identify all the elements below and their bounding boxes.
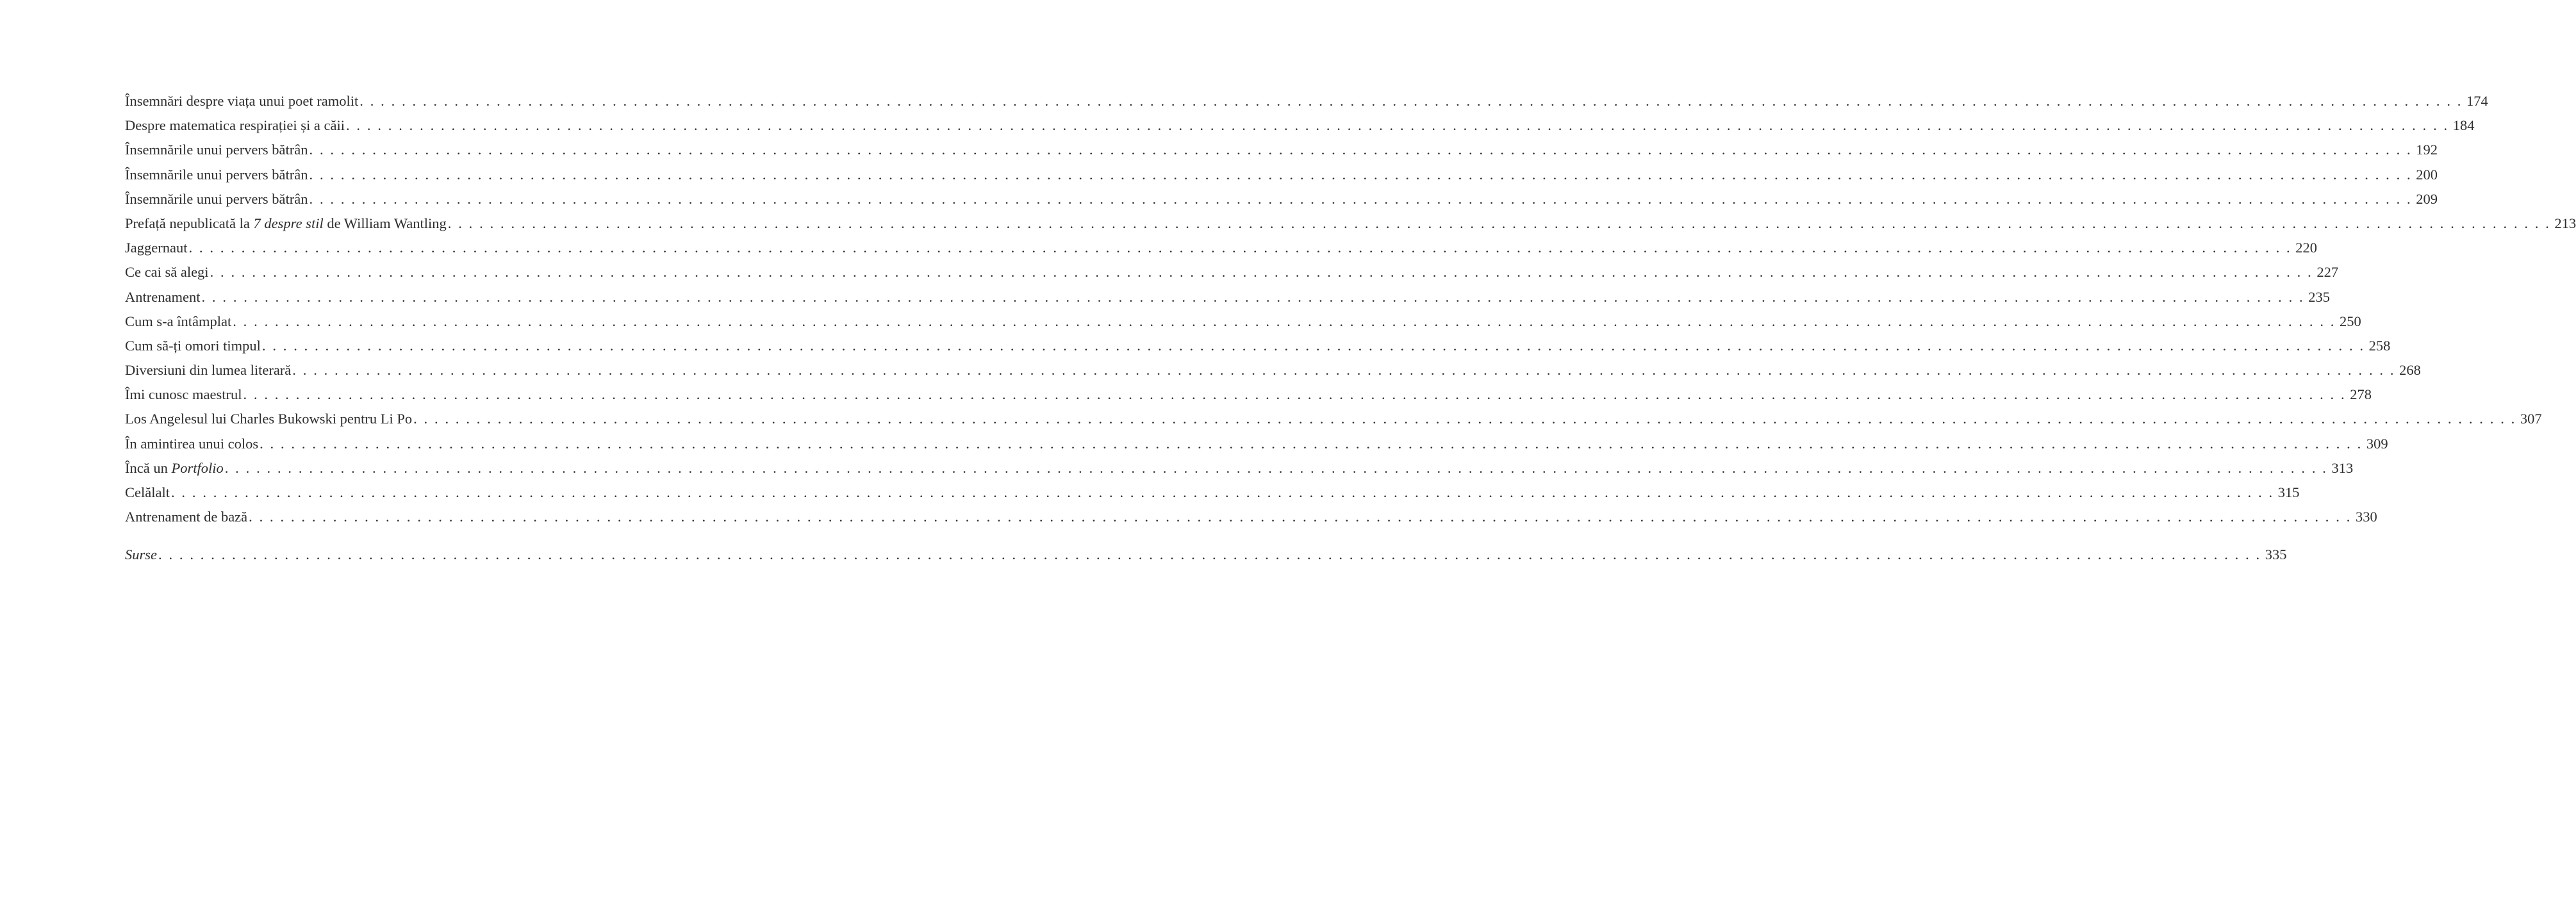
toc-entry-title [125,358,291,382]
toc-entry-title [125,334,261,358]
toc-entry-title-pre: Los Angelesul lui Charles Bukowski pentru Li Po [125,411,413,427]
dot-leader: . . . . . . . . . . . . . . . . . . . . . . . . . . . . . . . . . . . . . . . . . . . . . . . . . . . . . . . . . . . . . . . . . . . . . . . . . . . . . . . . . . . . . . . . . . . . . . . . . . . . . . . . . . . . . . . . . . . . . . . . . . . . . . . . . . . . . . . . . . . . . . . . . . . . . . . . . . . . . . . . . . . . . . . . . . . . . . . . . . . . . . . . . . . . . . . . . . . . . . . . [447,215,2551,231]
table-of-contents [125,89,2576,568]
toc-entry-page-number: 200 [2416,166,2438,183]
dot-leader: . . . . . . . . . . . . . . . . . . . . . . . . . . . . . . . . . . . . . . . . . . . . . . . . . . . . . . . . . . . . . . . . . . . . . . . . . . . . . . . . . . . . . . . . . . . . . . . . . . . . . . . . . . . . . . . . . . . . . . . . . . . . . . . . . . . . . . . . . . . . . . . . . . . . . . . . . . . . . . . . . . . . . . . . . . . . . . . . . . . . . . . . . . . . . . . . . . . . . . . . [224,459,2328,476]
toc-entry-title [125,163,308,187]
toc-entry-title [125,113,345,138]
dot-leader: . . . . . . . . . . . . . . . . . . . . . . . . . . . . . . . . . . . . . . . . . . . . . . . . . . . . . . . . . . . . . . . . . . . . . . . . . . . . . . . . . . . . . . . . . . . . . . . . . . . . . . . . . . . . . . . . . . . . . . . . . . . . . . . . . . . . . . . . . . . . . . . . . . . . . . . . . . . . . . . . . . . . . . . . . . . . . . . . . . . . . . . . . . . . . . . . . . . . . . . . [233,313,2336,329]
toc-entry [125,382,2372,407]
dot-leader: . . . . . . . . . . . . . . . . . . . . . . . . . . . . . . . . . . . . . . . . . . . . . . . . . . . . . . . . . . . . . . . . . . . . . . . . . . . . . . . . . . . . . . . . . . . . . . . . . . . . . . . . . . . . . . . . . . . . . . . . . . . . . . . . . . . . . . . . . . . . . . . . . . . . . . . . . . . . . . . . . . . . . . . . . . . . . . . . . . . . . . . . . . . . . . . . . . . . . . . . [261,337,2365,354]
dot-leader: . . . . . . . . . . . . . . . . . . . . . . . . . . . . . . . . . . . . . . . . . . . . . . . . . . . . . . . . . . . . . . . . . . . . . . . . . . . . . . . . . . . . . . . . . . . . . . . . . . . . . . . . . . . . . . . . . . . . . . . . . . . . . . . . . . . . . . . . . . . . . . . . . . . . . . . . . . . . . . . . . . . . . . . . . . . . . . . . . . . . . . . . . . . . . . . . . . . . . . . . [249,509,2352,525]
toc-entry-title-pre: Prefață nepublicată la [125,215,254,231]
dot-leader: . . . . . . . . . . . . . . . . . . . . . . . . . . . . . . . . . . . . . . . . . . . . . . . . . . . . . . . . . . . . . . . . . . . . . . . . . . . . . . . . . . . . . . . . . . . . . . . . . . . . . . . . . . . . . . . . . . . . . . . . . . . . . . . . . . . . . . . . . . . . . . . . . . . . . . . . . . . . . . . . . . . . . . . . . . . . . . . . . . . . . . . . . . . . . . . . . . . . . . . . [201,288,2305,305]
toc-entry-title [125,260,209,284]
toc-entry [125,407,2542,431]
toc-entry-title [125,480,170,505]
toc-entry-title [125,505,247,529]
toc-entry [125,187,2438,211]
toc-entry [125,138,2438,162]
dot-leader: . . . . . . . . . . . . . . . . . . . . . . . . . . . . . . . . . . . . . . . . . . . . . . . . . . . . . . . . . . . . . . . . . . . . . . . . . . . . . . . . . . . . . . . . . . . . . . . . . . . . . . . . . . . . . . . . . . . . . . . . . . . . . . . . . . . . . . . . . . . . . . . . . . . . . . . . . . . . . . . . . . . . . . . . . . . . . . . . . . . . . . . . . . . . . . . . . . . . . . . . [309,142,2413,158]
toc-entry-title-pre: Cum s-a întâmplat [125,313,232,329]
toc-entry [125,163,2438,187]
toc-entry-title [125,89,358,113]
toc-entry-title [125,236,187,260]
toc-entry [125,236,2317,260]
dot-leader: . . . . . . . . . . . . . . . . . . . . . . . . . . . . . . . . . . . . . . . . . . . . . . . . . . . . . . . . . . . . . . . . . . . . . . . . . . . . . . . . . . . . . . . . . . . . . . . . . . . . . . . . . . . . . . . . . . . . . . . . . . . . . . . . . . . . . . . . . . . . . . . . . . . . . . . . . . . . . . . . . . . . . . . . . . . . . . . . . . . . . . . . . . . . . . . . . . . . . . . . [170,484,2274,500]
toc-entry-page-number: 309 [2366,435,2388,452]
toc-entry [125,456,2354,480]
toc-entry [125,260,2339,284]
dot-leader: . . . . . . . . . . . . . . . . . . . . . . . . . . . . . . . . . . . . . . . . . . . . . . . . . . . . . . . . . . . . . . . . . . . . . . . . . . . . . . . . . . . . . . . . . . . . . . . . . . . . . . . . . . . . . . . . . . . . . . . . . . . . . . . . . . . . . . . . . . . . . . . . . . . . . . . . . . . . . . . . . . . . . . . . . . . . . . . . . . . . . . . . . . . . . . . . . . . . . . . . [413,411,2516,427]
toc-entry-page-number: 330 [2355,509,2377,525]
toc-entry-title-pre: Celălalt [125,484,170,500]
toc-entry-title [125,211,447,236]
dot-leader: . . . . . . . . . . . . . . . . . . . . . . . . . . . . . . . . . . . . . . . . . . . . . . . . . . . . . . . . . . . . . . . . . . . . . . . . . . . . . . . . . . . . . . . . . . . . . . . . . . . . . . . . . . . . . . . . . . . . . . . . . . . . . . . . . . . . . . . . . . . . . . . . . . . . . . . . . . . . . . . . . . . . . . . . . . . . . . . . . . . . . . . . . . . . . . . . . . . . . . . . [309,190,2413,207]
toc-entry-title [125,138,308,162]
dot-leader: . . . . . . . . . . . . . . . . . . . . . . . . . . . . . . . . . . . . . . . . . . . . . . . . . . . . . . . . . . . . . . . . . . . . . . . . . . . . . . . . . . . . . . . . . . . . . . . . . . . . . . . . . . . . . . . . . . . . . . . . . . . . . . . . . . . . . . . . . . . . . . . . . . . . . . . . . . . . . . . . . . . . . . . . . . . . . . . . . . . . . . . . . . . . . . . . . . . . . . . . [345,117,2449,134]
toc-entry-page-number: 184 [2452,117,2475,134]
toc-entry-title-pre: Antrenament de bază [125,509,248,525]
toc-entry-page-number: 268 [2399,362,2421,379]
toc-entry [125,113,2475,138]
toc-entry-page-number: 258 [2368,337,2391,354]
toc-entry-title [125,309,231,334]
toc-entry [125,309,2361,334]
toc-entry-page-number: 307 [2520,411,2542,427]
dot-leader: . . . . . . . . . . . . . . . . . . . . . . . . . . . . . . . . . . . . . . . . . . . . . . . . . . . . . . . . . . . . . . . . . . . . . . . . . . . . . . . . . . . . . . . . . . . . . . . . . . . . . . . . . . . . . . . . . . . . . . . . . . . . . . . . . . . . . . . . . . . . . . . . . . . . . . . . . . . . . . . . . . . . . . . . . . . . . . . . . . . . . . . . . . . . . . . . . . . . . . . . [158,546,2261,563]
toc-entry-page-number: 235 [2308,288,2330,305]
toc-entry [125,334,2391,358]
toc-entry-title-pre: Însemnări despre viața unui poet ramolit [125,93,359,109]
toc-entry-title-pre: Jaggernaut [125,240,188,256]
toc-entry [125,89,2488,113]
toc-entry-page-number: 227 [2316,264,2339,281]
toc-entry-title [125,187,308,211]
toc-entry-title-pre: În amintirea unui colos [125,435,259,452]
dot-leader: . . . . . . . . . . . . . . . . . . . . . . . . . . . . . . . . . . . . . . . . . . . . . . . . . . . . . . . . . . . . . . . . . . . . . . . . . . . . . . . . . . . . . . . . . . . . . . . . . . . . . . . . . . . . . . . . . . . . . . . . . . . . . . . . . . . . . . . . . . . . . . . . . . . . . . . . . . . . . . . . . . . . . . . . . . . . . . . . . . . . . . . . . . . . . . . . . . . . . . . . [359,93,2463,109]
toc-entry-page-number: 174 [2466,93,2488,109]
toc-entry-title-italic: 7 despre stil [253,215,324,231]
toc-entry-title-pre: Cum să-ți omori timpul [125,337,261,354]
toc-entry [125,358,2421,382]
toc-entry-page-number: 220 [2295,240,2317,256]
toc-entry-title [125,285,200,309]
toc-entry [125,480,2300,505]
dot-leader: . . . . . . . . . . . . . . . . . . . . . . . . . . . . . . . . . . . . . . . . . . . . . . . . . . . . . . . . . . . . . . . . . . . . . . . . . . . . . . . . . . . . . . . . . . . . . . . . . . . . . . . . . . . . . . . . . . . . . . . . . . . . . . . . . . . . . . . . . . . . . . . . . . . . . . . . . . . . . . . . . . . . . . . . . . . . . . . . . . . . . . . . . . . . . . . . . . . . . . . . [210,264,2313,281]
toc-entry [125,505,2377,529]
toc-entry [125,432,2388,456]
toc-entry-title-pre: Despre matematica respirației și a căii [125,117,345,134]
toc-entry-page-number: 335 [2265,546,2287,563]
toc-entry-title [125,543,157,567]
toc-entry-title-italic: Portfolio [171,459,224,476]
toc-entry-title-pre: Ce cai să alegi [125,264,209,281]
dot-leader: . . . . . . . . . . . . . . . . . . . . . . . . . . . . . . . . . . . . . . . . . . . . . . . . . . . . . . . . . . . . . . . . . . . . . . . . . . . . . . . . . . . . . . . . . . . . . . . . . . . . . . . . . . . . . . . . . . . . . . . . . . . . . . . . . . . . . . . . . . . . . . . . . . . . . . . . . . . . . . . . . . . . . . . . . . . . . . . . . . . . . . . . . . . . . . . . . . . . . . . . [292,362,2396,379]
toc-entry-page-number: 278 [2350,386,2372,403]
toc-entry-title-pre: Însemnările unui pervers bătrân [125,190,308,207]
toc-entry-page-number: 313 [2331,459,2354,476]
toc-entry-title-pre: Îmi cunosc maestrul [125,386,242,403]
toc-entry-title [125,456,224,480]
toc-entry-page-number: 209 [2416,190,2438,207]
toc-entry-title-pre: Antrenament [125,288,201,305]
toc-entry [125,285,2330,309]
toc-entry-title-pre: Încă un [125,459,172,476]
toc-entry [125,543,2287,567]
toc-entry-title [125,407,412,431]
toc-entry-title-pre: Diversiuni din lumea literară [125,362,292,379]
toc-entry-title [125,382,242,407]
toc-entry-page-number: 192 [2416,142,2438,158]
toc-entry-title-pre: Însemnările unui pervers bătrân [125,142,308,158]
dot-leader: . . . . . . . . . . . . . . . . . . . . . . . . . . . . . . . . . . . . . . . . . . . . . . . . . . . . . . . . . . . . . . . . . . . . . . . . . . . . . . . . . . . . . . . . . . . . . . . . . . . . . . . . . . . . . . . . . . . . . . . . . . . . . . . . . . . . . . . . . . . . . . . . . . . . . . . . . . . . . . . . . . . . . . . . . . . . . . . . . . . . . . . . . . . . . . . . . . . . . . . . [188,240,2292,256]
toc-entry [125,211,2576,236]
dot-leader: . . . . . . . . . . . . . . . . . . . . . . . . . . . . . . . . . . . . . . . . . . . . . . . . . . . . . . . . . . . . . . . . . . . . . . . . . . . . . . . . . . . . . . . . . . . . . . . . . . . . . . . . . . . . . . . . . . . . . . . . . . . . . . . . . . . . . . . . . . . . . . . . . . . . . . . . . . . . . . . . . . . . . . . . . . . . . . . . . . . . . . . . . . . . . . . . . . . . . . . . [243,386,2347,403]
toc-entry-title [125,432,258,456]
toc-entry-page-number: 250 [2340,313,2361,329]
toc-entry-title-italic: Surse [125,546,157,563]
toc-entry-page-number: 213 [2554,215,2576,231]
dot-leader: . . . . . . . . . . . . . . . . . . . . . . . . . . . . . . . . . . . . . . . . . . . . . . . . . . . . . . . . . . . . . . . . . . . . . . . . . . . . . . . . . . . . . . . . . . . . . . . . . . . . . . . . . . . . . . . . . . . . . . . . . . . . . . . . . . . . . . . . . . . . . . . . . . . . . . . . . . . . . . . . . . . . . . . . . . . . . . . . . . . . . . . . . . . . . . . . . . . . . . . . [260,435,2363,452]
toc-entry-title-post: de William Wantling [323,215,447,231]
dot-leader: . . . . . . . . . . . . . . . . . . . . . . . . . . . . . . . . . . . . . . . . . . . . . . . . . . . . . . . . . . . . . . . . . . . . . . . . . . . . . . . . . . . . . . . . . . . . . . . . . . . . . . . . . . . . . . . . . . . . . . . . . . . . . . . . . . . . . . . . . . . . . . . . . . . . . . . . . . . . . . . . . . . . . . . . . . . . . . . . . . . . . . . . . . . . . . . . . . . . . . . . [309,166,2413,183]
toc-entry-title-pre: Însemnările unui pervers bătrân [125,166,308,183]
toc-entry-page-number: 315 [2277,484,2300,500]
